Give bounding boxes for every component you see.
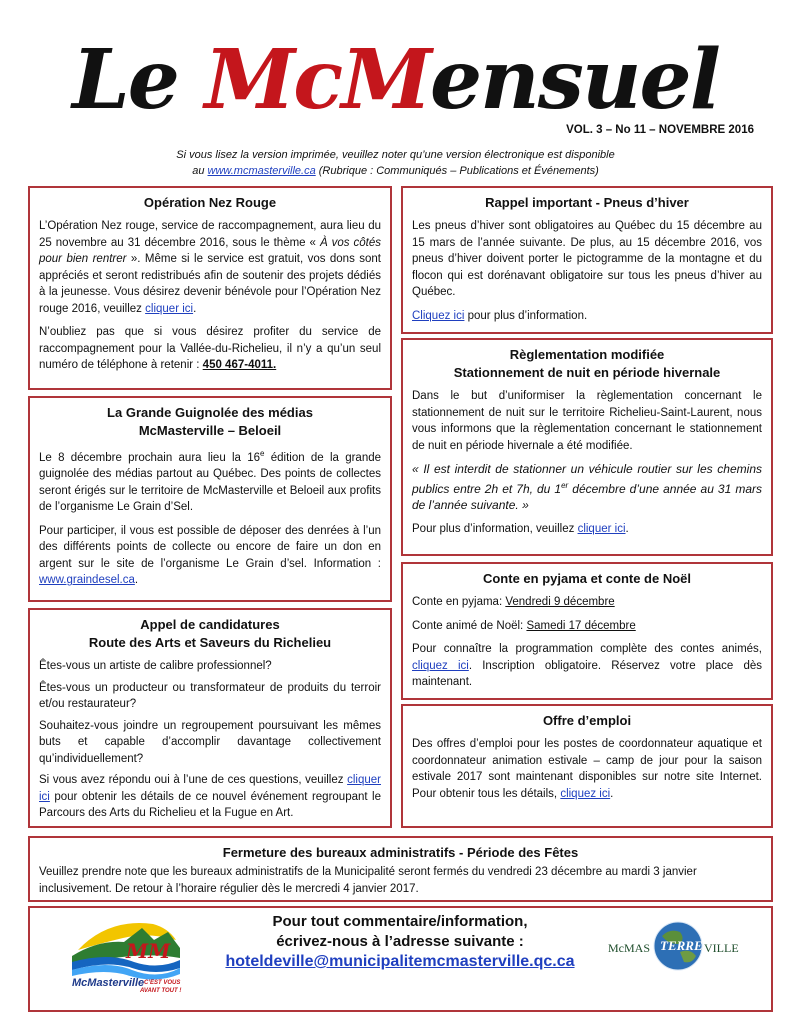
candidatures-q2: Êtes-vous un producteur ou transformateur de produits du terroir et/ou restaurateur? (39, 681, 381, 710)
emploi-link[interactable]: cliquez ici (560, 787, 611, 800)
conte-label-2: Conte animé de Noël: (412, 619, 527, 632)
candidatures-q1: Êtes-vous un artiste de calibre professionnel? (39, 660, 272, 672)
section-nez-rouge (28, 186, 392, 390)
logo-mark: MM (126, 939, 171, 963)
conte-line-2 (412, 618, 762, 635)
conte-text-b: . Inscription obligatoire. Réservez votre place dès maintenant. (412, 659, 762, 688)
contact-block (200, 912, 600, 972)
section-conte (401, 562, 773, 700)
logo-right-a: McMAS (608, 941, 651, 955)
conte-date-1: Vendredi 9 décembre (505, 596, 615, 608)
reglementation-text-a: Pour plus d’information, veuillez (412, 522, 578, 535)
logo-tag-2: AVANT TOUT ! (140, 988, 182, 994)
conte-paragraph-3 (412, 641, 762, 691)
pneus-title: Rappel important - Pneus d’hiver (485, 195, 689, 210)
reglementation-quote (412, 461, 762, 514)
reglementation-quote-a: « Il est interdit de stationner un véhicule routier sur les chemins publics entre 2h et 7h, du 1 (412, 462, 762, 496)
emploi-text-a: Des offres d’emploi pour les postes de coordonnateur aquatique et coordonnateur animation estivale – camp de jour pour la saison estivale 2017 sont maintenant disponibles sur notre site Internet. Pour obtenir tous les détails, (412, 738, 762, 800)
intro-au: au (192, 165, 205, 177)
candidatures-text-a: Si vous avez répondu oui à l’une de ces questions, veuillez (39, 774, 348, 786)
reglementation-link[interactable]: cliquer ici (577, 522, 626, 535)
guignolee-text-a: Le 8 décembre prochain aura lieu la 16 (39, 451, 261, 464)
candidatures-paragraph-4 (39, 772, 381, 822)
guignolee-title-2: McMasterville – Beloeil (138, 423, 282, 438)
nez-rouge-paragraph-1 (39, 218, 381, 317)
conte-text-a: Pour connaître la programmation complète des contes animés, (412, 643, 762, 655)
guignolee-title-1: La Grande Guignolée des médias (107, 405, 313, 420)
mcmasterville-logo-graphic (68, 910, 188, 1000)
section-fermeture (28, 836, 773, 902)
emploi-paragraph-1 (412, 736, 762, 802)
nez-rouge-theme: À vos côtés pour bien rentrer (39, 236, 381, 265)
candidatures-link[interactable]: cliquer ici (39, 774, 381, 803)
volume-line: VOL. 3 – No 11 – NOVEMBRE 2016 (566, 124, 754, 136)
guignolee-paragraph-1 (39, 446, 381, 516)
pneus-paragraph-2 (412, 308, 762, 325)
earth-globe-icon (606, 918, 746, 978)
masthead-ensuel: ensuel (429, 32, 719, 128)
conte-line-1 (412, 594, 762, 611)
graindesel-link[interactable]: www.graindesel.ca (39, 574, 135, 587)
emploi-title: Offre d’emploi (542, 713, 632, 728)
masthead-title (0, 30, 791, 130)
logo-tag-1: C’EST VOUS (144, 980, 181, 986)
candidatures-title-1: Appel de candidatures (140, 617, 280, 632)
website-link[interactable]: www.mcmasterville.ca (207, 165, 316, 177)
pneus-link[interactable]: Cliquez ici (412, 309, 465, 322)
guignolee-text-d: . (134, 574, 139, 587)
section-reglementation (401, 338, 773, 556)
section-emploi (401, 704, 773, 828)
candidatures-title-2: Route des Arts et Saveurs du Richelieu (88, 635, 332, 650)
reglementation-sup: er (561, 480, 569, 490)
intro-line-1: Si vous lisez la version imprimée, veuillez noter qu’une version électronique est disponible (176, 149, 615, 161)
candidatures-q3: Souhaitez-vous joindre un regroupement poursuivant les mêmes buts et capable d’accomplir davantage collectivement qu’individuellement? (39, 719, 381, 765)
intro-line-2 (0, 163, 791, 179)
emploi-text-b: . (610, 787, 614, 800)
masthead-le: Le (72, 32, 178, 128)
nez-rouge-text-a: L’Opération Nez rouge, service de raccompagnement, aura lieu du 25 novembre au 31 décembre 2016, sous le thème « (39, 220, 381, 249)
reglementation-text-b: . (625, 522, 629, 535)
contact-email-row (200, 952, 600, 972)
logo-name: McMasterville (72, 977, 145, 989)
contact-line-1: Pour tout commentaire/information, (272, 913, 528, 930)
conte-label-1: Conte en pyjama: (412, 596, 506, 608)
mcmasterreville-logo (606, 918, 746, 978)
logo-right-c: VILLE (704, 941, 739, 955)
guignolee-paragraph-2 (39, 523, 381, 589)
candidatures-title (39, 616, 381, 652)
candidatures-text-b: pour obtenir les détails de ce nouvel événement regroupant le Parcours des Arts du Richelieu et la Fugue en Art. (39, 790, 381, 819)
conte-link[interactable]: cliquez ici (412, 659, 469, 672)
fermeture-paragraph: Veuillez prendre note que les bureaux administratifs de la Municipalité seront fermés du vendredi 23 décembre au mardi 3 janvier inclusivement. De retour à l’horaire régulier dès le mercredi 4 janvier 2017. (39, 866, 697, 895)
reglementation-quote-b: décembre d’une année au 31 mars de l’année suivante. » (412, 481, 762, 512)
reglementation-title-1: Règlementation modifiée (509, 347, 665, 362)
pneus-paragraph-1: Les pneus d’hiver sont obligatoires au Québec du 15 décembre au 15 mars de l’année suivante. De plus, au 15 décembre 2016, vos pneus d’hiver doivent porter le pictogramme de la montagne et du flocon qui est dorénavant obligatoire sur tous les pneus d’hiver au Québec. (412, 220, 762, 298)
guignolee-title (39, 404, 381, 440)
intro-note (0, 147, 791, 179)
section-candidatures (28, 608, 392, 828)
section-guignolee (28, 396, 392, 602)
contact-email-link[interactable]: hoteldeville@municipalitemcmasterville.qc.ca (225, 953, 575, 970)
nez-rouge-text-b: ». Même si le service est gratuit, vos dons sont appréciés et seront redistribués afin de soutenir des projets dédiés à la jeunesse. Vous désirez devenir bénévole pour l’Opération Nez rouge 2016, veuillez (39, 253, 381, 315)
nez-rouge-paragraph-2 (39, 324, 381, 374)
nez-rouge-link[interactable]: cliquer ici (145, 302, 194, 315)
intro-rubrique: (Rubrique : Communiqués – Publications et Événements) (318, 165, 599, 177)
pneus-text-b: pour plus d’information. (464, 309, 588, 322)
fermeture-title: Fermeture des bureaux administratifs - Période des Fêtes (222, 845, 579, 860)
conte-title: Conte en pyjama et conte de Noël (482, 571, 692, 586)
reglementation-title (412, 346, 762, 382)
nez-rouge-text-d: N’oubliez pas que si vous désirez profiter du service de raccompagnement pour la Vallée-du-Richelieu, il n’y a qu’un seul numéro de téléphone à retenir : (39, 326, 381, 371)
conte-date-2: Samedi 17 décembre (526, 619, 636, 632)
guignolee-sup: e (260, 449, 265, 458)
guignolee-text-b: édition de la grande guignolée des médias partout au Québec. Des points de collectes seront érigés sur le territoire de McMasterville et Beloeil aux profits de l’organisme Le Grain d’Sel. (39, 451, 381, 514)
nez-rouge-text-c: . (193, 302, 197, 315)
logo-right-b: TERRE (660, 938, 703, 953)
nez-rouge-phone: 450 467-4011. (202, 359, 277, 371)
section-pneus (401, 186, 773, 334)
masthead-mcm: McM (204, 32, 430, 128)
reglementation-paragraph-3 (412, 521, 762, 538)
reglementation-paragraph-1: Dans le but d’uniformiser la règlementation concernant le stationnement de nuit sur le territoire Richelieu-Saint-Laurent, nous vous informons que la règlementation concernant le stationnement de nuit en période hivernale a été modifiée. (412, 390, 762, 452)
mcmasterville-logo (68, 910, 188, 1000)
contact-line-2: écrivez-nous à l’adresse suivante : (276, 933, 524, 950)
guignolee-text-c: Pour participer, il vous est possible de déposer des denrées à l’un des différents points de collecte ou encore de faire un don en argent sur le site de l’organisme Le Grain d’sel. Information : (39, 524, 381, 570)
reglementation-title-2: Stationnement de nuit en période hivernale (453, 365, 721, 380)
nez-rouge-title: Opération Nez Rouge (143, 195, 277, 210)
